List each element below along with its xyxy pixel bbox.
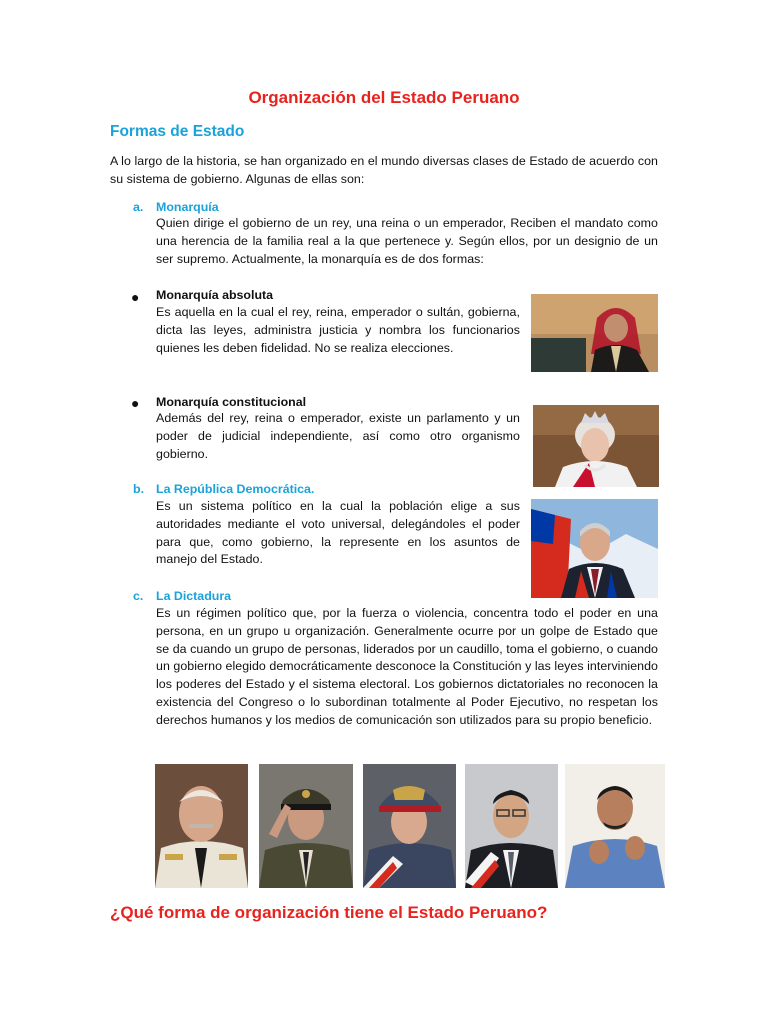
dictator-photo-4 — [465, 764, 558, 888]
document-title: Organización del Estado Peruano — [248, 88, 520, 107]
dictadura-heading: La Dictadura — [156, 589, 232, 603]
president-photo — [531, 499, 658, 598]
list-marker-c: c. — [133, 589, 144, 603]
monarquia-text: Quien dirige el gobierno de un rey, una reina o un emperador, Reciben el mandato como una herencia de la familia real a la que pertenece y. Según ellos, por un designio de un ser supremo. Actualmente, la monarquía es de dos formas: — [156, 216, 658, 266]
dictator-photo-5 — [565, 764, 665, 888]
list-marker-b: b. — [133, 482, 145, 496]
monarquia-constitucional-heading: Monarquía constitucional — [156, 395, 307, 409]
republica-text: Es un sistema político en la cual la población elige a sus autoridades mediante el voto universal, delegándoles el poder para que, como gobierno, la represente en los asuntos de manejo del Estado. — [156, 499, 520, 567]
monarquia-heading: Monarquía — [156, 200, 219, 214]
closing-question: ¿Qué forma de organización tiene el Estado Peruano? — [110, 903, 548, 922]
queen-photo — [533, 405, 659, 487]
monarquia-absoluta-text: Es aquella en la cual el rey, reina, emperador o sultán, gobierna, dicta las leyes, administra justicia y nombra los funcionarios quienes les deben fidelidad. No se realiza elecciones. — [156, 305, 520, 355]
dictator-photo-3 — [363, 764, 456, 888]
bullet-icon: ● — [131, 289, 140, 305]
dictator-photo-1 — [155, 764, 248, 888]
king-photo — [531, 294, 658, 372]
monarquia-absoluta-heading: Monarquía absoluta — [156, 288, 274, 302]
republica-heading: La República Democrática. — [156, 482, 315, 496]
section-title: Formas de Estado — [110, 123, 245, 140]
bullet-icon: ● — [131, 395, 140, 411]
intro-paragraph: A lo largo de la historia, se han organizado en el mundo diversas clases de Estado de acuerdo con su sistema de gobierno. Algunas de ellas son: — [110, 154, 658, 186]
list-marker-a: a. — [133, 200, 144, 214]
dictadura-text: Es un régimen político que, por la fuerza o violencia, concentra todo el poder en una persona, en un grupo u organización. Generalmente ocurre por un golpe de Estado que se da cuando un grupo de personas, liderados por un caudillo, toma el gobierno, o cuando un gobierno elegido democráticamente desconoce la Constitución y las leyes interviniendo los poderes del Estado y el sistema electoral. Los gobiernos dictatoriales no reconocen la existencia del Congreso o lo subordinan totalmente al Poder Ejecutivo, no respetan los derechos humanos y los medios de comunicación son utilizados para su propio beneficio. — [156, 606, 658, 727]
dictator-photo-2 — [259, 764, 353, 888]
monarquia-constitucional-text: Además del rey, reina o emperador, existe un parlamento y un poder de judicial independiente, así como otro organismo gobierno. — [156, 411, 520, 461]
